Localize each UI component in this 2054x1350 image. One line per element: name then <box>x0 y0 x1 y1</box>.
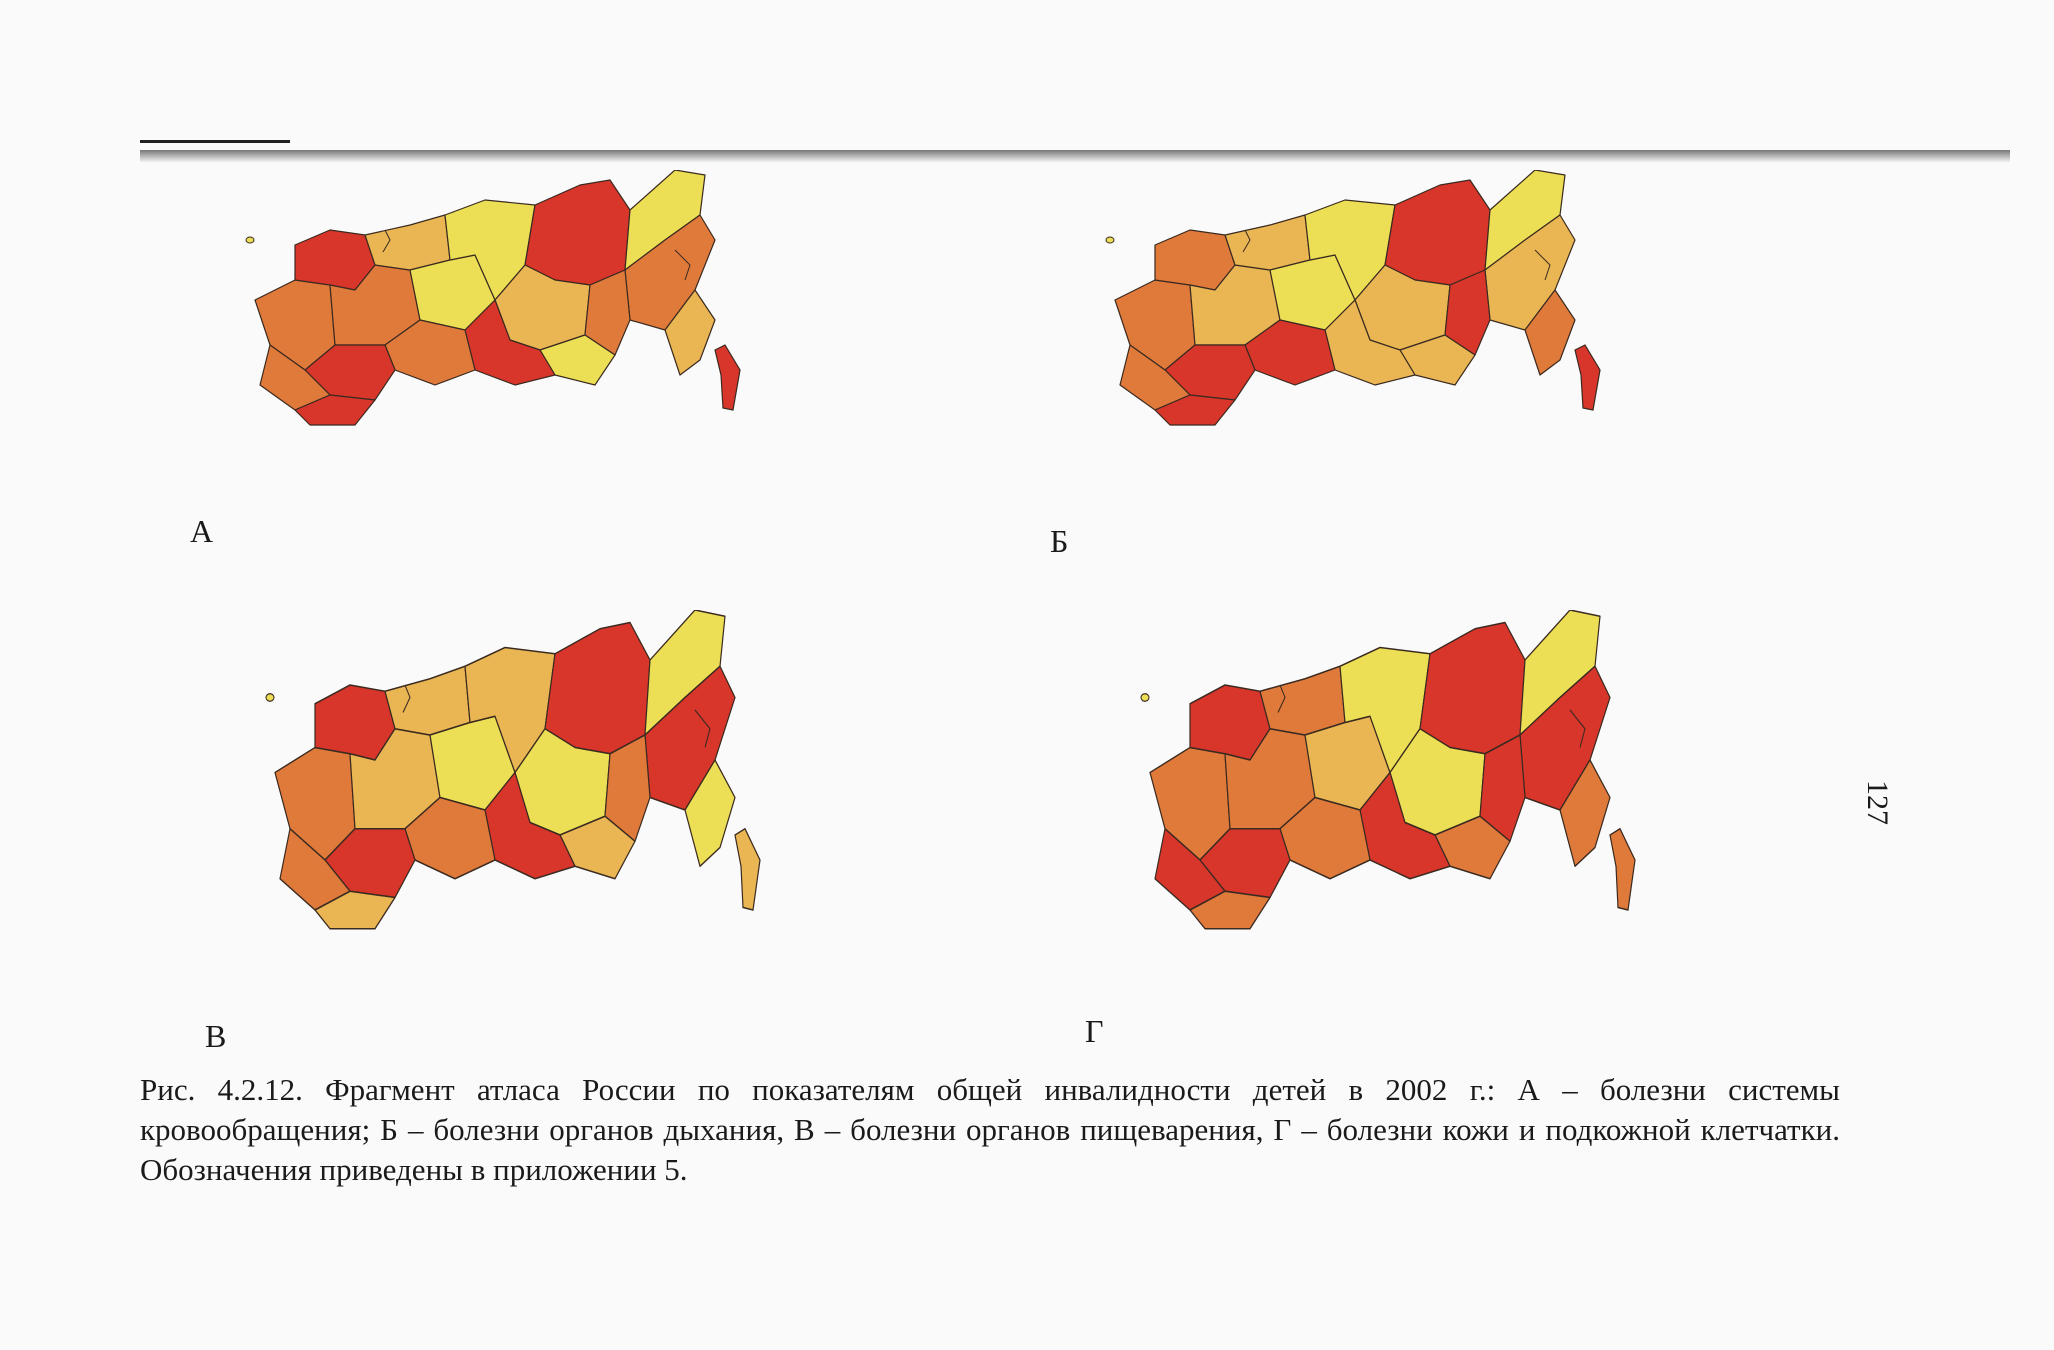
map-island <box>1575 345 1600 410</box>
map-region <box>385 666 470 735</box>
map-region <box>1420 623 1525 754</box>
header-rule <box>140 140 290 143</box>
map-region <box>365 215 450 270</box>
russia-map-c <box>255 610 855 940</box>
map-region <box>545 623 650 754</box>
map-panel-a <box>235 170 835 430</box>
map-island <box>266 694 274 702</box>
figure-caption: Рис. 4.2.12. Фрагмент атласа России по показателям общей инвалидности детей в 2002 г.: А – болезни системы кровообращения; Б – болезни органов дыхания, В – болезни органов пищеварения, Г – болезни кожи и подкожной клетчатки. Обозначения приведены в приложении 5. <box>140 1072 1840 1187</box>
map-panel-b <box>1095 170 1695 430</box>
map-island <box>715 345 740 410</box>
page-number: 127 <box>1861 780 1894 825</box>
map-island <box>735 829 760 910</box>
panel-label-d: Г <box>1085 1013 1104 1049</box>
map-island <box>1106 237 1114 243</box>
russia-map-b <box>1095 170 1695 430</box>
russia-map-d <box>1130 610 1730 940</box>
scan-shadow-band <box>140 150 2010 162</box>
map-island <box>1610 829 1635 910</box>
map-panel-d <box>1130 610 1730 940</box>
map-region <box>1260 666 1345 735</box>
map-panel-c <box>255 610 855 940</box>
map-region <box>1225 215 1310 270</box>
panel-label-a: А <box>190 513 214 549</box>
panel-label-c: В <box>205 1018 227 1054</box>
map-region <box>1385 180 1490 285</box>
russia-map-a <box>235 170 835 430</box>
panel-label-b: Б <box>1050 523 1069 559</box>
map-island <box>1141 694 1149 702</box>
map-region <box>525 180 630 285</box>
map-island <box>246 237 254 243</box>
